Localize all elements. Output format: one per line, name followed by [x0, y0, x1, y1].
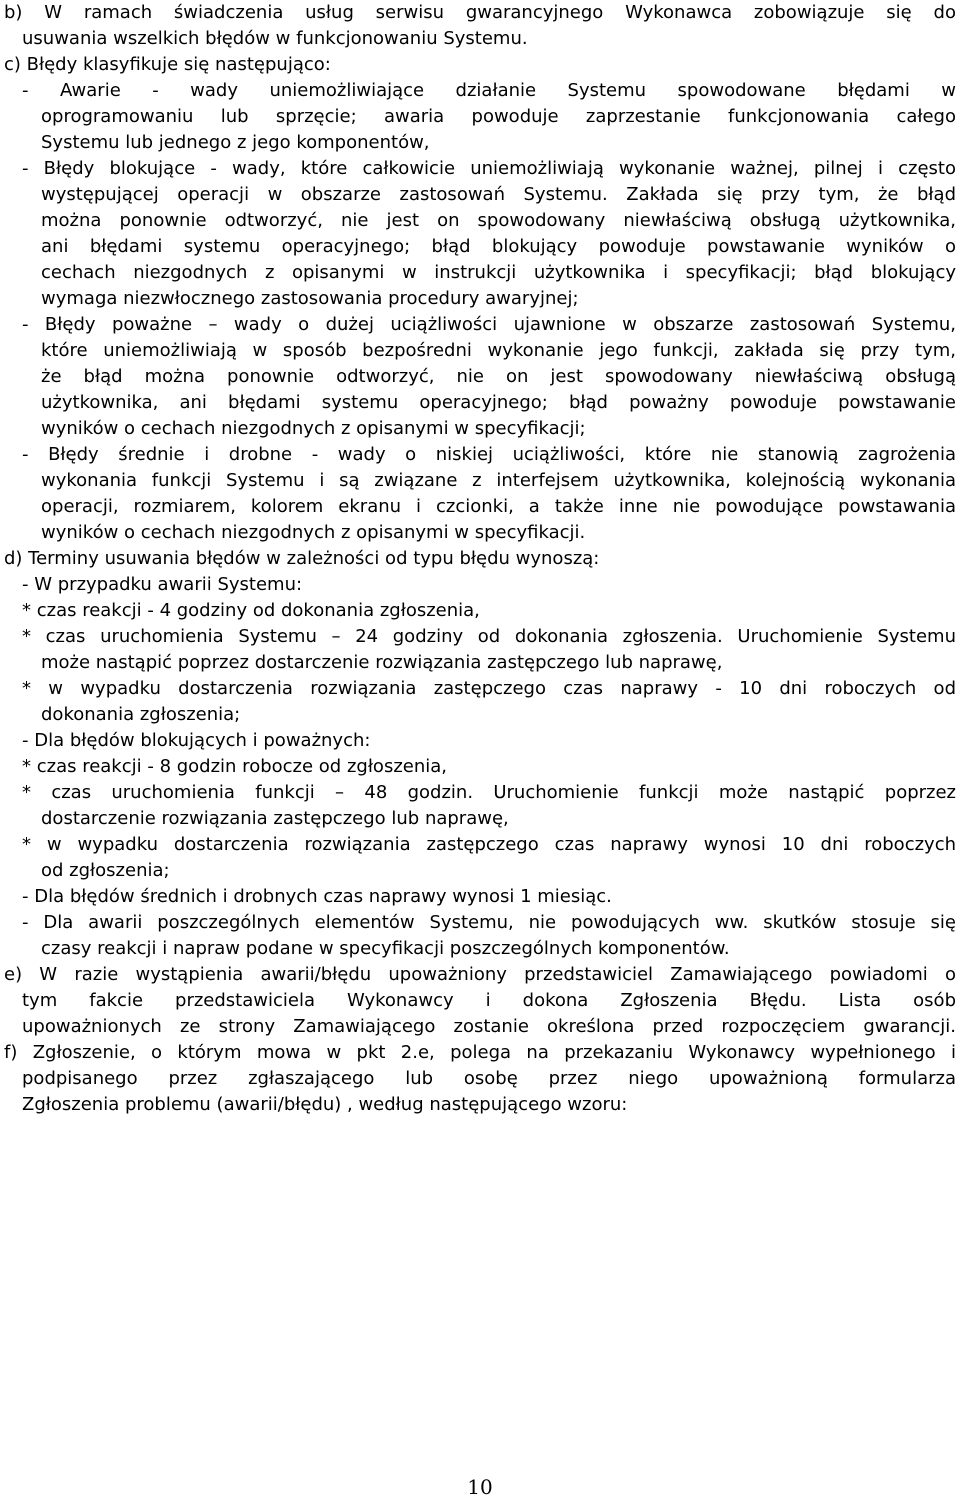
text-line: usuwania wszelkich błędów w funkcjonowaniu Systemu.	[22, 28, 528, 49]
text-line: wymaga niezwłocznego zastosowania procedury awaryjnej;	[41, 288, 579, 309]
text-line: czasy reakcji i napraw podane w specyfikacji poszczególnych komponentów.	[41, 938, 730, 959]
text-line: c) Błędy klasyfikuje się następująco:	[4, 54, 331, 75]
text-line: tym fakcie przedstawiciela Wykonawcy i dokona Zgłoszenia Błędu. Lista osób	[22, 990, 956, 1011]
text-line: * czas uruchomienia Systemu – 24 godziny od dokonania zgłoszenia. Uruchomienie Systemu	[22, 626, 956, 647]
text-line: oprogramowaniu lub sprzęcie; awaria powoduje zaprzestanie funkcjonowania całego	[41, 106, 956, 127]
text-line: które uniemożliwiają w sposób bezpośredni wykonanie jego funkcji, zakłada się przy tym,	[41, 340, 956, 361]
text-line: * czas reakcji - 4 godziny od dokonania zgłoszenia,	[22, 600, 480, 621]
text-line: * czas uruchomienia funkcji – 48 godzin. Uruchomienie funkcji może nastąpić poprzez	[22, 782, 956, 803]
page-number: 10	[467, 1475, 493, 1499]
text-line: b) W ramach świadczenia usług serwisu gwarancyjnego Wykonawca zobowiązuje się do	[4, 2, 956, 23]
text-line: - Błędy blokujące - wady, które całkowicie uniemożliwiają wykonanie ważnej, pilnej i często	[22, 158, 956, 179]
text-line: operacji, rozmiarem, kolorem ekranu i czcionki, a także inne nie powodujące powstawania	[41, 496, 956, 517]
text-line: od zgłoszenia;	[41, 860, 170, 881]
text-line: - Awarie - wady uniemożliwiające działanie Systemu spowodowane błędami w	[22, 80, 956, 101]
text-line: upoważnionych ze strony Zamawiającego zostanie określona przed rozpoczęciem gwarancji.	[22, 1016, 956, 1037]
text-line: - Błędy średnie i drobne - wady o niskiej uciążliwości, które nie stanowią zagrożenia	[22, 444, 956, 465]
text-line: - Dla błędów średnich i drobnych czas naprawy wynosi 1 miesiąc.	[22, 886, 612, 907]
text-line: wyników o cechach niezgodnych z opisanymi w specyfikacji;	[41, 418, 586, 439]
text-line: występującej operacji w obszarze zastosowań Systemu. Zakłada się przy tym, że błąd	[41, 184, 956, 205]
text-line: ani błędami systemu operacyjnego; błąd blokujący powoduje powstawanie wyników o	[41, 236, 956, 257]
text-line: użytkownika, ani błędami systemu operacyjnego; błąd poważny powoduje powstawanie	[41, 392, 956, 413]
text-line: podpisanego przez zgłaszającego lub osobę przez niego upoważnioną formularza	[22, 1068, 956, 1089]
text-line: * czas reakcji - 8 godzin robocze od zgłoszenia,	[22, 756, 448, 777]
text-line: * w wypadku dostarczenia rozwiązania zastępczego czas naprawy - 10 dni roboczych od	[22, 678, 956, 699]
text-line: że błąd można ponownie odtworzyć, nie on jest spowodowany niewłaściwą obsługą	[41, 366, 956, 387]
text-line: - Dla błędów blokujących i poważnych:	[22, 730, 371, 751]
text-line: cechach niezgodnych z opisanymi w instrukcji użytkownika i specyfikacji; błąd blokujący	[41, 262, 956, 283]
text-line: może nastąpić poprzez dostarczenie rozwiązania zastępczego lub naprawę,	[41, 652, 723, 673]
text-line: Zgłoszenia problemu (awarii/błędu) , według następującego wzoru:	[22, 1094, 628, 1115]
text-line: wykonania funkcji Systemu i są związane z interfejsem użytkownika, kolejnością wykonania	[41, 470, 956, 491]
text-line: dokonania zgłoszenia;	[41, 704, 241, 725]
text-line: - W przypadku awarii Systemu:	[22, 574, 303, 595]
text-line: d) Terminy usuwania błędów w zależności od typu błędu wynoszą:	[4, 548, 600, 569]
text-line: można ponownie odtworzyć, nie jest on spowodowany niewłaściwą obsługą użytkownika,	[41, 210, 956, 231]
text-line: wyników o cechach niezgodnych z opisanymi w specyfikacji.	[41, 522, 586, 543]
text-line: - Dla awarii poszczególnych elementów Systemu, nie powodujących ww. skutków stosuje się	[22, 912, 956, 933]
text-line: * w wypadku dostarczenia rozwiązania zastępczego czas naprawy wynosi 10 dni roboczych	[22, 834, 956, 855]
text-line: f) Zgłoszenie, o którym mowa w pkt 2.e, polega na przekazaniu Wykonawcy wypełnionego i	[4, 1042, 956, 1063]
text-line: dostarczenie rozwiązania zastępczego lub naprawę,	[41, 808, 509, 829]
text-line: e) W razie wystąpienia awarii/błędu upoważniony przedstawiciel Zamawiającego powiadomi o	[4, 964, 956, 985]
text-line: - Błędy poważne – wady o dużej uciążliwości ujawnione w obszarze zastosowań Systemu,	[22, 314, 956, 335]
text-line: Systemu lub jednego z jego komponentów,	[41, 132, 430, 153]
